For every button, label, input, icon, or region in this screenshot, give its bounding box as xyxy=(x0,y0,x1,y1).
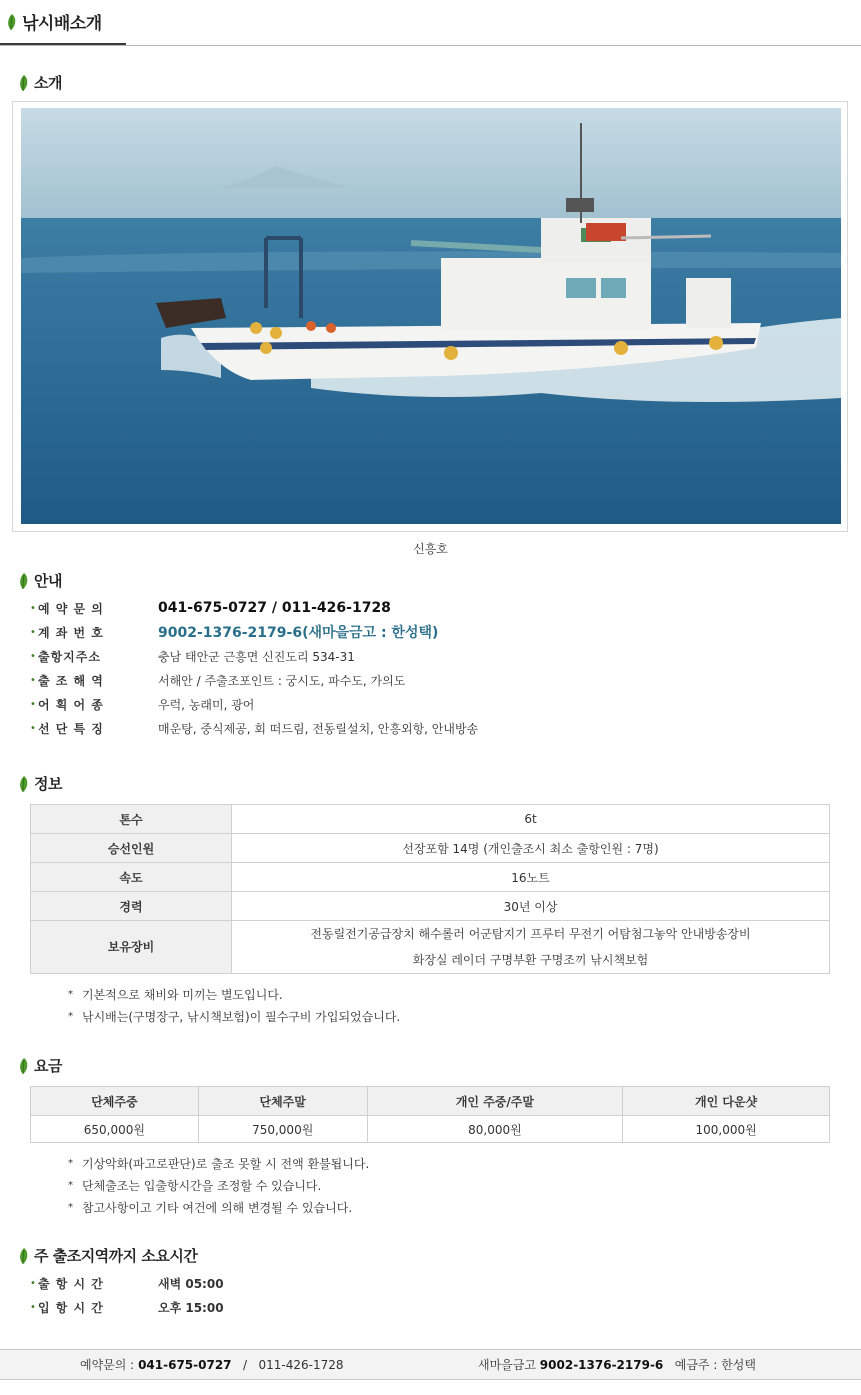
price-value: 100,000원 xyxy=(623,1116,830,1143)
guide-value-area: 서해안 / 주출조포인트 : 궁시도, 파수도, 가의도 xyxy=(158,673,406,688)
guide-row-area xyxy=(30,668,810,692)
spec-label: 경력 xyxy=(31,892,232,921)
price-header: 단체주중 xyxy=(31,1087,199,1116)
spec-label: 톤수 xyxy=(31,805,232,834)
price-header: 개인 다운샷 xyxy=(623,1087,830,1116)
price-notes xyxy=(68,1152,828,1218)
table-row xyxy=(31,921,830,974)
guide-row-features xyxy=(30,716,810,740)
leaf-icon xyxy=(18,74,29,92)
leaf-icon xyxy=(18,775,29,793)
note-text: 기본적으로 채비와 미끼는 별도입니다. xyxy=(82,987,283,1002)
price-header: 개인 주중/주말 xyxy=(367,1087,623,1116)
bullet-icon: • xyxy=(30,650,36,662)
note-item xyxy=(68,1196,828,1218)
spec-value: 30년 이상 xyxy=(232,892,830,921)
guide-row-fish xyxy=(30,692,810,716)
guide-row-account xyxy=(30,620,810,644)
section-time-title xyxy=(18,1245,197,1266)
section-price-label: 요금 xyxy=(34,1057,62,1075)
equipment-line: 전동릴전기공급장치 해수롤러 어군탐지기 프루터 무전기 어탐첨그놓악 안내방송장비 xyxy=(310,927,751,941)
guide-row-address xyxy=(30,644,810,668)
leaf-icon xyxy=(6,13,17,31)
time-row-return xyxy=(30,1295,810,1319)
note-item xyxy=(68,983,828,1005)
leaf-icon xyxy=(18,1057,29,1075)
photo-caption: 신흥호 xyxy=(413,542,448,556)
spec-label: 승선인원 xyxy=(31,834,232,863)
guide-value-phone[interactable]: 041-675-0727 / 011-426-1728 xyxy=(158,600,391,616)
bullet-icon: • xyxy=(30,602,36,614)
asterisk-icon: * xyxy=(68,1179,73,1191)
bullet-icon: • xyxy=(30,722,36,734)
footer-bar xyxy=(0,1349,861,1380)
note-text: 단체출조는 입출항시간을 조정할 수 있습니다. xyxy=(82,1178,322,1193)
guide-value-features: 매운탕, 중식제공, 회 떠드림, 전동릴설치, 안흥외항, 안내방송 xyxy=(158,721,479,736)
price-table xyxy=(30,1086,830,1143)
spec-label: 보유장비 xyxy=(31,921,232,974)
spec-label: 속도 xyxy=(31,863,232,892)
footer-contact-label: 예약문의 : xyxy=(80,1358,135,1372)
asterisk-icon: * xyxy=(68,988,73,1000)
footer-contact xyxy=(80,1356,344,1373)
price-header: 단체주말 xyxy=(198,1087,367,1116)
page-header xyxy=(0,0,861,46)
table-row xyxy=(31,892,830,921)
price-value: 650,000원 xyxy=(31,1116,199,1143)
table-header-row xyxy=(31,1087,830,1116)
guide-value-account: 9002-1376-2179-6(새마을금고 : 한성택) xyxy=(158,625,439,641)
footer-separator: / xyxy=(242,1358,248,1372)
asterisk-icon: * xyxy=(68,1201,73,1213)
section-intro-label: 소개 xyxy=(34,74,62,92)
guide-key: 선 단 특 징 xyxy=(38,721,104,736)
time-key: 입 항 시 간 xyxy=(38,1300,104,1315)
spec-value: 16노트 xyxy=(232,863,830,892)
bullet-icon: • xyxy=(30,1301,36,1313)
spec-value: 선장포함 14명 (개인출조시 최소 출항인원 : 7명) xyxy=(232,834,830,863)
spec-notes xyxy=(68,983,828,1027)
section-spec-label: 정보 xyxy=(34,775,62,793)
table-row xyxy=(31,863,830,892)
time-key: 출 항 시 간 xyxy=(38,1276,104,1291)
equipment-line: 화장실 레이더 구명부환 구명조끼 낚시책보험 xyxy=(412,953,649,967)
section-guide-title xyxy=(18,570,62,591)
leaf-icon xyxy=(18,1247,29,1265)
note-text: 기상악화(파고로판단)로 출조 못할 시 전액 환불됩니다. xyxy=(82,1156,370,1171)
table-row xyxy=(31,805,830,834)
price-value: 80,000원 xyxy=(367,1116,623,1143)
time-row-depart xyxy=(30,1271,810,1295)
spec-equipment xyxy=(232,921,830,974)
bullet-icon: • xyxy=(30,626,36,638)
footer-bank-account: 9002-1376-2179-6 xyxy=(539,1358,664,1372)
section-time-label: 주 출조지역까지 소요시간 xyxy=(34,1247,198,1265)
footer-bank xyxy=(478,1356,756,1373)
footer-phone1[interactable]: 041-675-0727 xyxy=(138,1358,232,1372)
footer-holder: 예금주 : 한성택 xyxy=(674,1358,756,1372)
note-item xyxy=(68,1174,828,1196)
guide-value-address: 충남 태안군 근흥면 신진도리 534-31 xyxy=(158,649,355,664)
page-title-wrap xyxy=(0,0,126,45)
note-item xyxy=(68,1005,828,1027)
table-row xyxy=(31,1116,830,1143)
guide-list xyxy=(30,596,810,740)
note-item xyxy=(68,1152,828,1174)
time-list xyxy=(30,1271,810,1319)
section-guide-label: 안내 xyxy=(34,572,62,590)
spec-value: 6t xyxy=(232,805,830,834)
asterisk-icon: * xyxy=(68,1157,73,1169)
bullet-icon: • xyxy=(30,674,36,686)
time-value: 새벽 05:00 xyxy=(158,1276,224,1291)
boat-photo-frame xyxy=(12,101,848,532)
asterisk-icon: * xyxy=(68,1010,73,1022)
time-value: 오후 15:00 xyxy=(158,1300,224,1315)
table-row xyxy=(31,834,830,863)
guide-key: 예 약 문 의 xyxy=(38,601,104,616)
section-price-title xyxy=(18,1055,62,1076)
bullet-icon: • xyxy=(30,1277,36,1289)
guide-key: 어 획 어 종 xyxy=(38,697,104,712)
bullet-icon: • xyxy=(30,698,36,710)
guide-key: 계 좌 번 호 xyxy=(38,625,104,640)
boat-photo xyxy=(21,108,841,524)
guide-key: 출 조 해 역 xyxy=(38,673,104,688)
section-intro-title xyxy=(18,72,62,93)
note-text: 참고사항이고 기타 여건에 의해 변경될 수 있습니다. xyxy=(82,1200,353,1215)
footer-bank-label: 새마을금고 xyxy=(478,1358,536,1372)
leaf-icon xyxy=(18,572,29,590)
footer-phone2[interactable]: 011-426-1728 xyxy=(258,1358,344,1372)
guide-value-fish: 우럭, 농래미, 광어 xyxy=(158,697,255,712)
guide-key: 출항지주소 xyxy=(38,649,101,664)
spec-table xyxy=(30,804,830,974)
note-text: 낚시배는(구명장구, 낚시책보험)이 필수구비 가입되었습니다. xyxy=(82,1009,401,1024)
price-value: 750,000원 xyxy=(198,1116,367,1143)
guide-row-phone xyxy=(30,596,810,620)
page-title: 낚시배소개 xyxy=(22,14,102,34)
section-spec-title xyxy=(18,773,62,794)
